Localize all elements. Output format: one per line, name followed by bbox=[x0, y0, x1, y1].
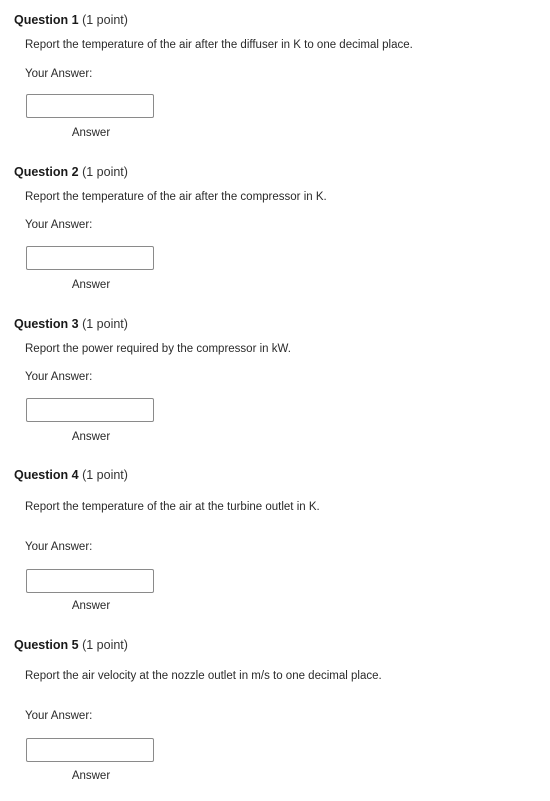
answer-caption: Answer bbox=[71, 431, 111, 443]
your-answer-label: Your Answer: bbox=[25, 710, 93, 722]
answer-input[interactable] bbox=[26, 94, 154, 118]
question-label: Question 3 bbox=[14, 317, 79, 331]
question-label: Question 5 bbox=[14, 638, 79, 652]
answer-caption: Answer bbox=[71, 600, 111, 612]
answer-input[interactable] bbox=[26, 569, 154, 593]
your-answer-label: Your Answer: bbox=[25, 371, 93, 383]
question-title bbox=[14, 316, 128, 332]
question-title bbox=[14, 12, 128, 28]
question-label: Question 1 bbox=[14, 13, 79, 27]
question-points: (1 point) bbox=[82, 468, 128, 482]
question-prompt: Report the temperature of the air at the turbine outlet in K. bbox=[25, 501, 320, 513]
question-label: Question 2 bbox=[14, 165, 79, 179]
your-answer-label: Your Answer: bbox=[25, 219, 93, 231]
your-answer-label: Your Answer: bbox=[25, 68, 93, 80]
your-answer-label: Your Answer: bbox=[25, 541, 93, 553]
question-points: (1 point) bbox=[82, 317, 128, 331]
answer-caption: Answer bbox=[71, 127, 111, 139]
question-title bbox=[14, 467, 128, 483]
question-points: (1 point) bbox=[82, 638, 128, 652]
question-prompt: Report the power required by the compressor in kW. bbox=[25, 343, 291, 355]
question-title bbox=[14, 637, 128, 653]
question-title bbox=[14, 164, 128, 180]
question-prompt: Report the air velocity at the nozzle outlet in m/s to one decimal place. bbox=[25, 670, 382, 682]
question-label: Question 4 bbox=[14, 468, 79, 482]
question-prompt: Report the temperature of the air after the compressor in K. bbox=[25, 191, 327, 203]
question-points: (1 point) bbox=[82, 165, 128, 179]
question-prompt: Report the temperature of the air after the diffuser in K to one decimal place. bbox=[25, 39, 413, 51]
question-points: (1 point) bbox=[82, 13, 128, 27]
answer-input[interactable] bbox=[26, 398, 154, 422]
answer-input[interactable] bbox=[26, 246, 154, 270]
answer-caption: Answer bbox=[71, 279, 111, 291]
answer-caption: Answer bbox=[71, 770, 111, 782]
answer-input[interactable] bbox=[26, 738, 154, 762]
